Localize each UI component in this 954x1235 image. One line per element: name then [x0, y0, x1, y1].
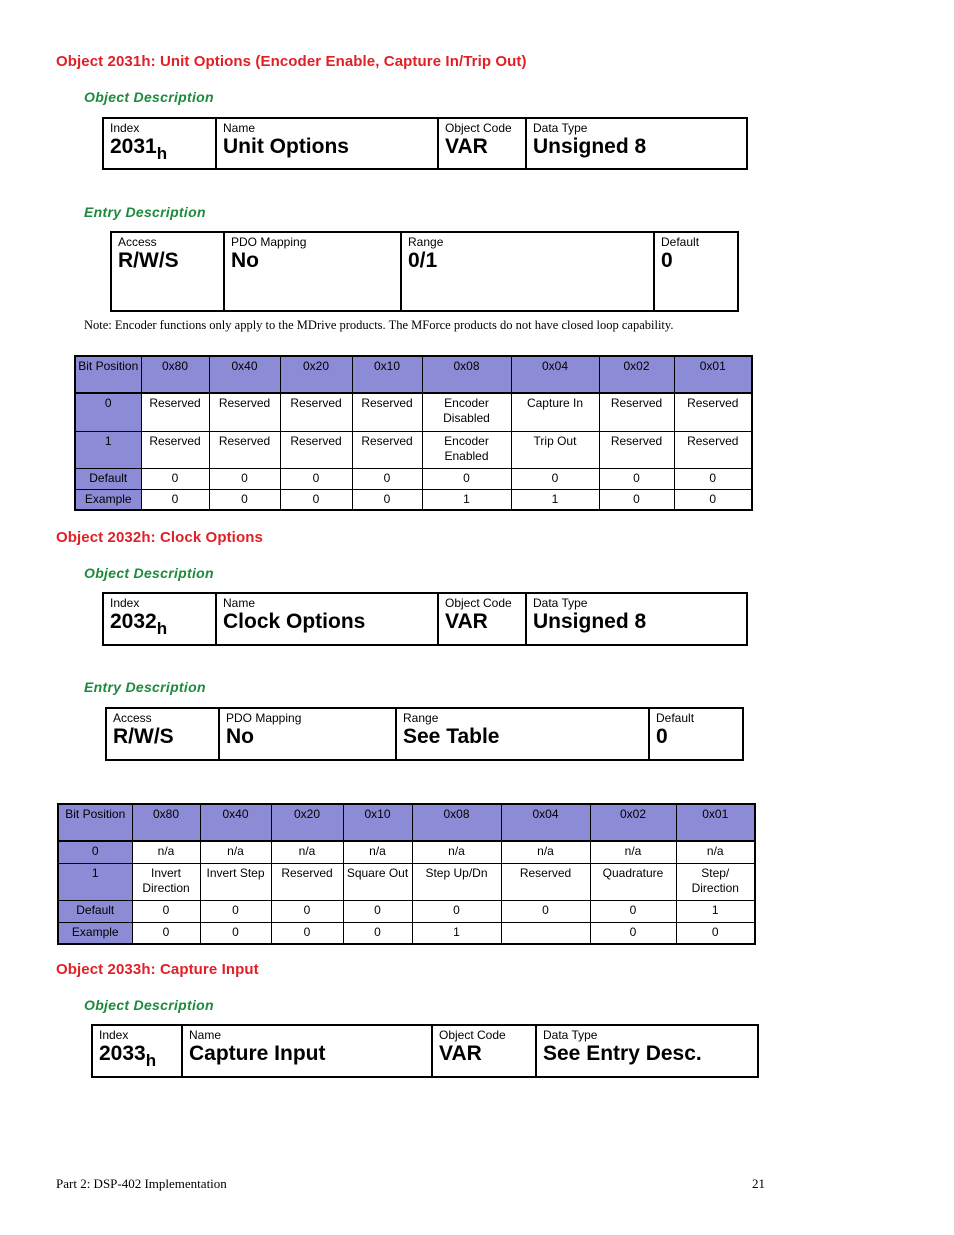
- object-description-box-2032: [102, 592, 748, 646]
- index-value: $2033_h$: [99, 1042, 157, 1070]
- index-cell: [104, 119, 217, 168]
- encoder-note: Note: Encoder functions only apply to the MDrive products. The MForce products do not have closed loop capability.: [84, 318, 674, 332]
- object-description-box-2033: [91, 1024, 759, 1078]
- header-cell: 0x10: [343, 804, 412, 841]
- table-cell: 0: [200, 900, 271, 922]
- object-description-heading: Object Description: [84, 565, 214, 581]
- table-cell: 1: [676, 900, 755, 922]
- table-cell: Trip Out: [511, 431, 599, 468]
- header-cell: 0x80: [141, 356, 209, 393]
- section-title-2032: Object 2032h: Clock Options: [56, 529, 263, 546]
- object-description-box-2031: [102, 117, 748, 170]
- table-cell: [501, 922, 590, 944]
- table-cell: n/a: [343, 841, 412, 863]
- name-cell: [183, 1026, 433, 1076]
- name-value: Clock Options: [223, 610, 366, 633]
- header-cell: 0x04: [501, 804, 590, 841]
- table-cell: 1: [412, 922, 501, 944]
- object-code-value: VAR: [445, 610, 488, 633]
- index-cell: [93, 1026, 183, 1076]
- range-cell: [402, 233, 655, 310]
- object-code-value: VAR: [445, 135, 488, 158]
- table-header-row: [75, 356, 752, 393]
- default-value: 0: [656, 725, 668, 748]
- name-cell: [217, 119, 439, 168]
- table-cell: 0: [599, 489, 674, 510]
- index-label: Index: [99, 1028, 129, 1042]
- data-type-value: Unsigned 8: [533, 135, 647, 158]
- table-cell: n/a: [132, 841, 200, 863]
- table-row: [58, 841, 755, 863]
- table-cell: Reserved: [352, 431, 422, 468]
- row-label: 1: [58, 863, 132, 900]
- table-cell: 0: [200, 922, 271, 944]
- header-cell: 0x20: [271, 804, 343, 841]
- table-cell: 0: [271, 900, 343, 922]
- range-label: Range: [408, 235, 444, 249]
- table-cell: n/a: [590, 841, 676, 863]
- default-label: Default: [656, 711, 695, 725]
- access-label: Access: [118, 235, 157, 249]
- header-cell: 0x01: [676, 804, 755, 841]
- header-cell: 0x40: [200, 804, 271, 841]
- row-label: 0: [58, 841, 132, 863]
- row-label: Default: [58, 900, 132, 922]
- table-cell: Reserved: [271, 863, 343, 900]
- table-cell: 0: [412, 900, 501, 922]
- header-cell: Bit Position: [75, 356, 141, 393]
- table-cell: 0: [676, 922, 755, 944]
- table-cell: Reserved: [599, 393, 674, 431]
- table-row: [75, 468, 752, 489]
- object-description-heading: Object Description: [84, 997, 214, 1013]
- entry-description-box-2031: [110, 231, 739, 312]
- pdo-mapping-label: PDO Mapping: [226, 711, 302, 725]
- table-cell: 0: [590, 922, 676, 944]
- table-cell: 0: [590, 900, 676, 922]
- default-cell: [655, 233, 737, 310]
- object-code-value: VAR: [439, 1042, 482, 1065]
- data-type-label: Data Type: [543, 1028, 598, 1042]
- row-label: Default: [75, 468, 141, 489]
- table-cell: Reserved: [599, 431, 674, 468]
- object-code-label: Object Code: [439, 1028, 506, 1042]
- header-cell: 0x10: [352, 356, 422, 393]
- table-cell: Reserved: [674, 431, 752, 468]
- index-value: $2031_h$: [110, 135, 168, 163]
- header-cell: 0x02: [599, 356, 674, 393]
- access-cell: [107, 709, 220, 759]
- table-cell: 0: [343, 922, 412, 944]
- table-cell: Reserved: [501, 863, 590, 900]
- header-cell: Bit Position: [58, 804, 132, 841]
- data-type-label: Data Type: [533, 121, 588, 135]
- table-cell: n/a: [271, 841, 343, 863]
- table-cell: Encoder Enabled: [422, 431, 511, 468]
- table-cell: Encoder Disabled: [422, 393, 511, 431]
- table-cell: 0: [674, 468, 752, 489]
- table-row: [75, 393, 752, 431]
- table-cell: 0: [280, 468, 352, 489]
- name-cell: [217, 594, 439, 644]
- data-type-value: See Entry Desc.: [543, 1042, 702, 1065]
- table-cell: n/a: [676, 841, 755, 863]
- range-value: See Table: [403, 725, 500, 748]
- access-value: R/W/S: [118, 249, 179, 272]
- footer-section-label: Part 2: DSP-402 Implementation: [56, 1176, 227, 1191]
- table-cell: Reserved: [141, 431, 209, 468]
- header-cell: 0x08: [422, 356, 511, 393]
- name-value: Capture Input: [189, 1042, 326, 1065]
- header-cell: 0x08: [412, 804, 501, 841]
- pdo-mapping-value: No: [226, 725, 254, 748]
- bit-table-2031: [74, 355, 753, 511]
- table-cell: n/a: [200, 841, 271, 863]
- name-label: Name: [223, 596, 256, 610]
- table-cell: Reserved: [209, 431, 280, 468]
- name-value: Unit Options: [223, 135, 349, 158]
- section-title-2033: Object 2033h: Capture Input: [56, 961, 259, 978]
- pdo-mapping-cell: [225, 233, 402, 310]
- table-cell: 0: [343, 900, 412, 922]
- object-code-cell: [433, 1026, 537, 1076]
- bit-table-2032: [57, 803, 756, 945]
- table-cell: 0: [132, 922, 200, 944]
- table-row: [58, 900, 755, 922]
- header-cell: 0x01: [674, 356, 752, 393]
- table-cell: Invert Direction: [132, 863, 200, 900]
- index-cell: [104, 594, 217, 644]
- table-cell: Step/ Direction: [676, 863, 755, 900]
- index-label: Index: [110, 121, 140, 135]
- data-type-cell: [527, 119, 746, 168]
- table-row: [75, 489, 752, 510]
- table-cell: 0: [280, 489, 352, 510]
- table-cell: 0: [674, 489, 752, 510]
- table-header-row: [58, 804, 755, 841]
- table-cell: Reserved: [674, 393, 752, 431]
- row-label: 1: [75, 431, 141, 468]
- table-cell: 0: [141, 489, 209, 510]
- table-cell: Reserved: [280, 431, 352, 468]
- table-cell: 0: [209, 468, 280, 489]
- row-label: Example: [58, 922, 132, 944]
- table-row: [58, 863, 755, 900]
- table-row: [75, 431, 752, 468]
- entry-description-heading: Entry Description: [84, 204, 206, 220]
- range-label: Range: [403, 711, 439, 725]
- pdo-mapping-label: PDO Mapping: [231, 235, 307, 249]
- access-cell: [112, 233, 225, 310]
- table-cell: 0: [352, 489, 422, 510]
- table-cell: 0: [132, 900, 200, 922]
- range-value: 0/1: [408, 249, 438, 272]
- data-type-cell: [527, 594, 746, 644]
- object-code-cell: [439, 119, 527, 168]
- table-cell: Reserved: [141, 393, 209, 431]
- header-cell: 0x20: [280, 356, 352, 393]
- table-cell: 1: [422, 489, 511, 510]
- table-cell: 0: [501, 900, 590, 922]
- table-cell: 0: [271, 922, 343, 944]
- table-cell: Reserved: [209, 393, 280, 431]
- table-cell: Quadrature: [590, 863, 676, 900]
- name-label: Name: [189, 1028, 222, 1042]
- object-description-heading: Object Description: [84, 89, 214, 105]
- section-title-2031: Object 2031h: Unit Options (Encoder Enable, Capture In/Trip Out): [56, 53, 527, 70]
- table-cell: n/a: [501, 841, 590, 863]
- access-value: R/W/S: [113, 725, 174, 748]
- access-label: Access: [113, 711, 152, 725]
- pdo-mapping-value: No: [231, 249, 259, 272]
- table-cell: n/a: [412, 841, 501, 863]
- default-cell: [650, 709, 742, 759]
- pdo-mapping-cell: [220, 709, 397, 759]
- table-cell: Capture In: [511, 393, 599, 431]
- index-value: $2032_h$: [110, 610, 168, 638]
- table-cell: 0: [209, 489, 280, 510]
- table-cell: Reserved: [280, 393, 352, 431]
- header-cell: 0x80: [132, 804, 200, 841]
- data-type-value: Unsigned 8: [533, 610, 647, 633]
- row-label: 0: [75, 393, 141, 431]
- table-row: [58, 922, 755, 944]
- table-cell: 0: [422, 468, 511, 489]
- index-label: Index: [110, 596, 140, 610]
- table-cell: 0: [599, 468, 674, 489]
- header-cell: 0x02: [590, 804, 676, 841]
- data-type-cell: [537, 1026, 757, 1076]
- range-cell: [397, 709, 650, 759]
- header-cell: 0x40: [209, 356, 280, 393]
- object-code-label: Object Code: [445, 121, 512, 135]
- name-label: Name: [223, 121, 256, 135]
- object-code-label: Object Code: [445, 596, 512, 610]
- entry-description-heading: Entry Description: [84, 679, 206, 695]
- page-number: 21: [752, 1176, 765, 1191]
- table-cell: 0: [511, 468, 599, 489]
- data-type-label: Data Type: [533, 596, 588, 610]
- row-label: Example: [75, 489, 141, 510]
- table-cell: Square Out: [343, 863, 412, 900]
- default-value: 0: [661, 249, 673, 272]
- entry-description-box-2032: [105, 707, 744, 761]
- table-cell: 0: [352, 468, 422, 489]
- header-cell: 0x04: [511, 356, 599, 393]
- table-cell: Reserved: [352, 393, 422, 431]
- table-cell: 0: [141, 468, 209, 489]
- table-cell: Invert Step: [200, 863, 271, 900]
- table-cell: 1: [511, 489, 599, 510]
- default-label: Default: [661, 235, 700, 249]
- table-cell: Step Up/Dn: [412, 863, 501, 900]
- object-code-cell: [439, 594, 527, 644]
